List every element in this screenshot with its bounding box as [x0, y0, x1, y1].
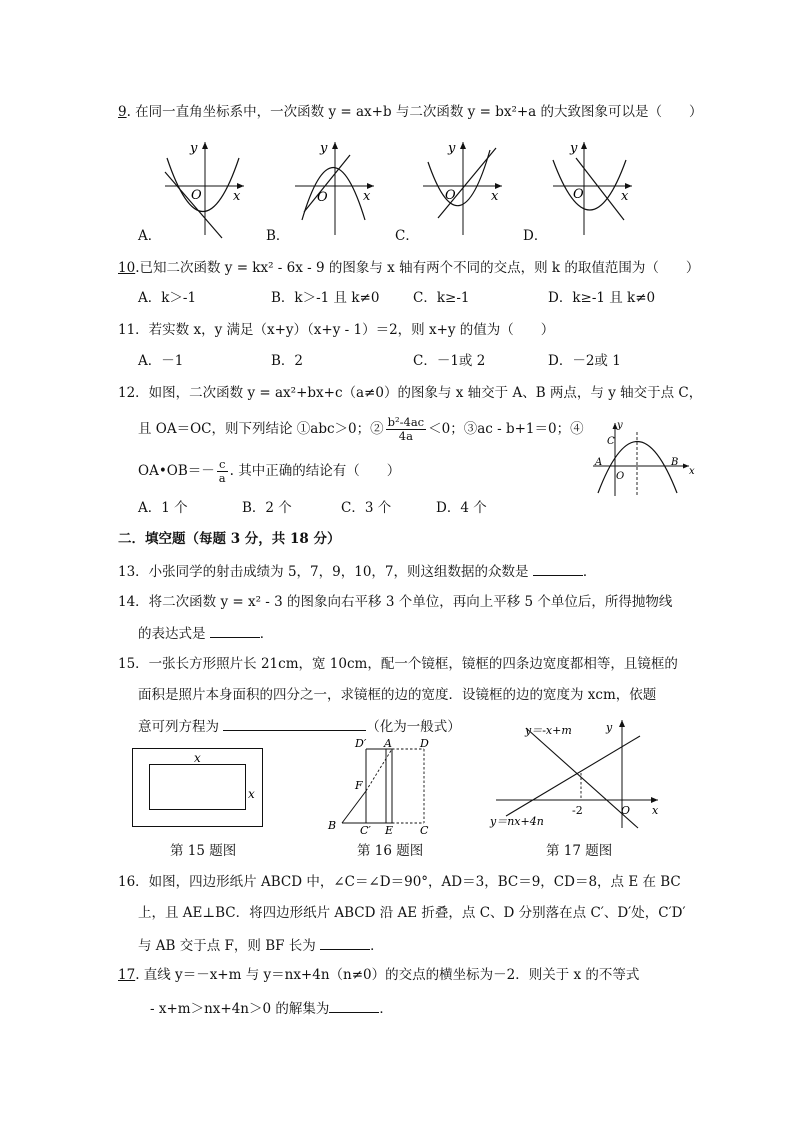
svg-text:y＝-x+m: y＝-x+m — [525, 724, 572, 737]
svg-text:O: O — [573, 187, 584, 202]
q11-option-a[interactable]: A．－1 — [138, 353, 184, 369]
q13-answer-blank[interactable] — [533, 561, 583, 576]
svg-text:A: A — [384, 737, 392, 750]
svg-text:C′: C′ — [360, 824, 371, 837]
q9-option-c[interactable]: C． — [395, 228, 419, 244]
q11-text: 11．若实数 x，y 满足（x+y）（x+y - 1）＝2，则 x+y 的值为（ ） — [118, 322, 555, 338]
svg-text:O: O — [616, 471, 625, 482]
q10-option-b[interactable]: B．k＞-1 且 k≠0 — [271, 290, 380, 306]
q12-fraction-1: $\frac{\text{b²-4ac}}{4a}$ — [387, 415, 425, 443]
q11-option-d[interactable]: D．－2或 1 — [548, 353, 621, 369]
fig17-caption: 第 17 题图 — [546, 843, 613, 859]
svg-text:O: O — [621, 804, 631, 817]
svg-text:D′: D′ — [355, 737, 367, 750]
q10-option-a[interactable]: A．k＞-1 — [138, 290, 197, 306]
fig16-caption: 第 16 题图 — [357, 843, 424, 859]
svg-text:y: y — [448, 141, 456, 156]
fig17 — [488, 716, 668, 831]
q14-answer-blank[interactable] — [210, 623, 260, 638]
fig15 — [132, 748, 264, 828]
q9-graph-c — [418, 140, 518, 240]
fig15-caption: 第 15 题图 — [170, 843, 237, 859]
svg-text:y: y — [570, 141, 578, 156]
q11-option-b[interactable]: B．2 — [271, 353, 304, 369]
svg-text:O: O — [317, 190, 328, 205]
q12-option-d[interactable]: D．4 个 — [436, 500, 487, 516]
q17-line2: - x+m＞nx+4n＞0 的解集为 ． — [150, 998, 393, 1018]
svg-text:y: y — [606, 721, 613, 734]
svg-text:x: x — [233, 189, 241, 204]
q17-line1: 17. 直线 y＝－x+m 与 y＝nx+4n（n≠0）的交点的横坐标为－2．则关于 x 的不等式 — [118, 967, 640, 983]
svg-text:A: A — [595, 457, 603, 468]
q12-option-b[interactable]: B．2 个 — [242, 500, 292, 516]
q14-line2: 的表达式是 ． — [138, 623, 273, 643]
q9-option-a[interactable]: A． — [138, 228, 162, 244]
svg-text:E: E — [385, 824, 394, 837]
q12-figure — [593, 418, 703, 498]
q12-fraction-2: $\frac{c}{a}$ — [218, 457, 226, 485]
q9-graph-a — [160, 140, 260, 240]
q12-option-c[interactable]: C．3 个 — [341, 500, 392, 516]
q9-option-b[interactable]: B． — [266, 228, 290, 244]
svg-text:y: y — [617, 420, 623, 431]
q9-option-d[interactable]: D． — [523, 228, 548, 244]
svg-text:D: D — [420, 737, 429, 750]
svg-text:x: x — [689, 466, 695, 477]
q9-graph-d — [548, 140, 648, 240]
fig16 — [322, 735, 434, 835]
svg-text:x: x — [363, 189, 371, 204]
svg-text:x: x — [652, 804, 659, 817]
q16-line2: 上，且 AE⊥BC．将四边形纸片 ABCD 沿 AE 折叠，点 C、D 分别落在点 C′、D′处，C′D′ — [138, 905, 686, 921]
q13-text: 13．小张同学的射击成绩为 5，7，9，10，7，则这组数据的众数是 ． — [118, 561, 596, 581]
svg-text:x: x — [248, 787, 255, 801]
q12-line2: 且 OA＝OC，则下列结论 ①abc＞0；② $\frac{\text{b²-4ac}}{4a}$ ＜0；③ac - b+1＝0；④ — [138, 415, 584, 443]
q15-line1: 15．一张长方形照片长 21cm，宽 10cm，配一个镜框，镜框的四条边宽度都相等，且镜框的 — [118, 656, 678, 672]
svg-text:O: O — [445, 188, 456, 203]
q15-line3: 意可列方程为 （化为一般式） — [138, 716, 461, 736]
q14-line1: 14．将二次函数 y = x² - 3 的图象向右平移 3 个单位，再向上平移 5 个单位后，所得抛物线 — [118, 594, 673, 610]
q12-line3: OA•OB＝－ $\frac{c}{a}$ . 其中正确的结论有（ ） — [138, 457, 401, 485]
q10-option-d[interactable]: D．k≥-1 且 k≠0 — [548, 290, 656, 306]
svg-text:C: C — [607, 436, 615, 447]
svg-text:x: x — [194, 751, 201, 765]
q9-text: 9. 在同一直角坐标系中，一次函数 y = ax+b 与二次函数 y = bx²+a 的大致图象可以是（ ） — [118, 104, 703, 120]
q12-line1: 12．如图，二次函数 y = ax²+bx+c（a≠0）的图象与 x 轴交于 A、B 两点，与 y 轴交于点 C， — [118, 385, 703, 401]
q17-answer-blank[interactable] — [329, 998, 379, 1013]
q12-option-a[interactable]: A．1 个 — [138, 500, 188, 516]
q9-graph-b — [290, 140, 390, 240]
q10-text: 10.已知二次函数 y = kx² - 6x - 9 的图象与 x 轴有两个不同的交点，则 k 的取值范围为（ ） — [118, 260, 700, 276]
q16-line3: 与 AB 交于点 F，则 BF 长为 ． — [138, 935, 384, 955]
svg-text:x: x — [621, 189, 629, 204]
q16-answer-blank[interactable] — [320, 935, 370, 950]
q9a-origin: O — [191, 188, 202, 203]
svg-text:y: y — [320, 141, 328, 156]
svg-text:C: C — [420, 824, 429, 837]
svg-text:B: B — [671, 457, 679, 468]
section-heading: 二．填空题（每题 3 分，共 18 分） — [118, 531, 341, 547]
q10-option-c[interactable]: C．k≥-1 — [413, 290, 470, 306]
svg-text:x: x — [491, 189, 499, 204]
svg-text:-2: -2 — [572, 804, 583, 817]
q15-line2: 面积是照片本身面积的四分之一，求镜框的边的宽度．设镜框的边的宽度为 xcm，依题 — [138, 687, 657, 703]
svg-text:B: B — [328, 819, 337, 832]
svg-text:F: F — [355, 779, 363, 792]
q11-option-c[interactable]: C．－1或 2 — [413, 353, 486, 369]
q16-line1: 16．如图，四边形纸片 ABCD 中，∠C＝∠D＝90°，AD＝3，BC＝9，CD＝8，点 E 在 BC — [118, 874, 681, 890]
svg-text:y＝nx+4n: y＝nx+4n — [490, 815, 544, 828]
q15-answer-blank[interactable] — [223, 716, 366, 731]
svg-text:y: y — [190, 141, 198, 156]
